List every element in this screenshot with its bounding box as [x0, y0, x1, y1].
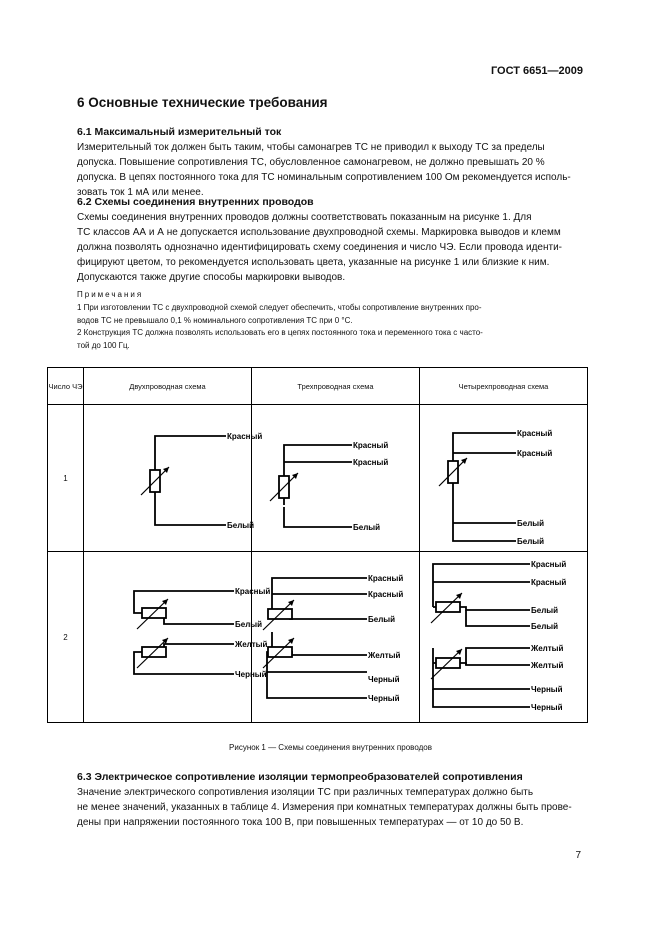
- text-line: должна позволять однозначно идентифицировать схему соединения и число ЧЭ. Если провода иденти-: [77, 242, 562, 253]
- diagram-2-three-wire: [252, 552, 420, 723]
- label-black: Черный: [368, 675, 400, 684]
- label-white: Белый: [531, 622, 559, 631]
- label-black: Черный: [235, 670, 267, 679]
- label-red: Красный: [368, 574, 404, 583]
- text-line: не менее значений, указанных в таблице 4. Измерения при комнатных температурах должны быть прове-: [77, 802, 572, 813]
- label-red: Красный: [235, 587, 271, 596]
- note-line: водов ТС не превышало 0,1 % номинального сопротивления ТС при 0 °С.: [77, 315, 353, 325]
- label-red: Красный: [531, 578, 567, 587]
- text-line: Допускаются также другие способы маркировки выводов.: [77, 272, 346, 283]
- label-yellow: Желтый: [531, 661, 564, 670]
- text-line: дены при напряжении постоянного тока 100 В, при повышенных температурах — от 10 до 50 В.: [77, 817, 524, 828]
- notes-text: [77, 302, 581, 352]
- label-red: Красный: [517, 429, 553, 438]
- page-number: 7: [575, 850, 581, 861]
- text-line: фицируют цветом, то рекомендуется использовать цвета, указанные на рисунке 1 или близкие к ним.: [77, 257, 550, 268]
- label-red: Красный: [517, 449, 553, 458]
- header-three-wire: Трехпроводная схема: [252, 368, 420, 405]
- note-line: 2 Конструкция ТС должна позволять использовать его в цепях постоянного тока и переменного тока с часто-: [77, 328, 483, 337]
- text-line: допуска. Повышение сопротивления ТС, обусловленное самонагревом, не должно превышать 20 %: [77, 157, 545, 168]
- section-title: 6 Основные технические требования: [77, 95, 328, 110]
- row-count-1: 1: [48, 405, 84, 552]
- label-black: Черный: [368, 694, 400, 703]
- diagram-1-three-wire: [252, 405, 420, 552]
- figure-caption: Рисунок 1 — Схемы соединения внутренних проводов: [229, 743, 432, 752]
- label-yellow: Желтый: [235, 640, 268, 649]
- note-line: 1 При изготовлении ТС с двухпроводной схемой следует обеспечить, чтобы сопротивление внутренних про-: [77, 303, 482, 312]
- diagram-2-four-wire: [420, 552, 588, 723]
- header-element-count: Число ЧЭ: [48, 368, 84, 405]
- label-black: Черный: [531, 685, 563, 694]
- subsection-6-3-title: 6.3 Электрическое сопротивление изоляции термопреобразователей сопротивления: [77, 771, 523, 783]
- label-white: Белый: [517, 519, 545, 528]
- subsection-6-2-title: 6.2 Схемы соединения внутренних проводов: [77, 196, 314, 208]
- diagram-1-two-wire: [84, 405, 263, 552]
- label-yellow: Желтый: [368, 651, 401, 660]
- label-white: Белый: [531, 606, 559, 615]
- text-line: Измерительный ток должен быть таким, чтобы самонагрев ТС не приводил к выходу ТС за пределы: [77, 142, 545, 153]
- diagram-1-four-wire: [420, 405, 588, 552]
- text-line: Значение электрического сопротивления изоляции ТС при различных температурах должно быть: [77, 787, 534, 798]
- subsection-6-2-text: [77, 210, 581, 285]
- subsection-6-1-text: [77, 140, 581, 200]
- subsection-6-1-title: 6.1 Максимальный измерительный ток: [77, 126, 282, 138]
- label-white: Белый: [227, 521, 255, 530]
- notes-title: Примечания: [77, 290, 144, 299]
- diagram-2-two-wire: [84, 552, 271, 723]
- label-red: Красный: [353, 458, 389, 467]
- header-four-wire: Четырехпроводная схема: [420, 368, 588, 405]
- label-red: Красный: [531, 560, 567, 569]
- text-line: допуска. В цепях постоянного тока для ТС номинальным сопротивлением 100 Ом рекомендуется исполь-: [77, 172, 571, 183]
- note-line: той до 100 Гц.: [77, 340, 130, 350]
- label-red: Красный: [353, 441, 389, 450]
- row-count-2: 2: [48, 552, 84, 723]
- text-line: Схемы соединения внутренних проводов должны соответствовать показанным на рисунке 1. Для: [77, 212, 532, 223]
- figure-1-table: [47, 367, 588, 723]
- label-white: Белый: [368, 615, 396, 624]
- text-line: ТС классов АА и А не допускается использование двухпроводной схемы. Маркировка выводов и клемм: [77, 227, 561, 238]
- label-black: Черный: [531, 703, 563, 712]
- label-yellow: Желтый: [531, 644, 564, 653]
- standard-number: ГОСТ 6651—2009: [490, 65, 583, 77]
- subsection-6-3-text: [77, 785, 581, 830]
- text-line: зовать ток 1 мА или менее.: [77, 187, 204, 198]
- label-red: Красный: [368, 590, 404, 599]
- header-two-wire: Двухпроводная схема: [84, 368, 252, 405]
- label-white: Белый: [353, 523, 381, 532]
- label-white: Белый: [235, 620, 263, 629]
- label-white: Белый: [517, 537, 545, 546]
- label-red: Красный: [227, 432, 263, 441]
